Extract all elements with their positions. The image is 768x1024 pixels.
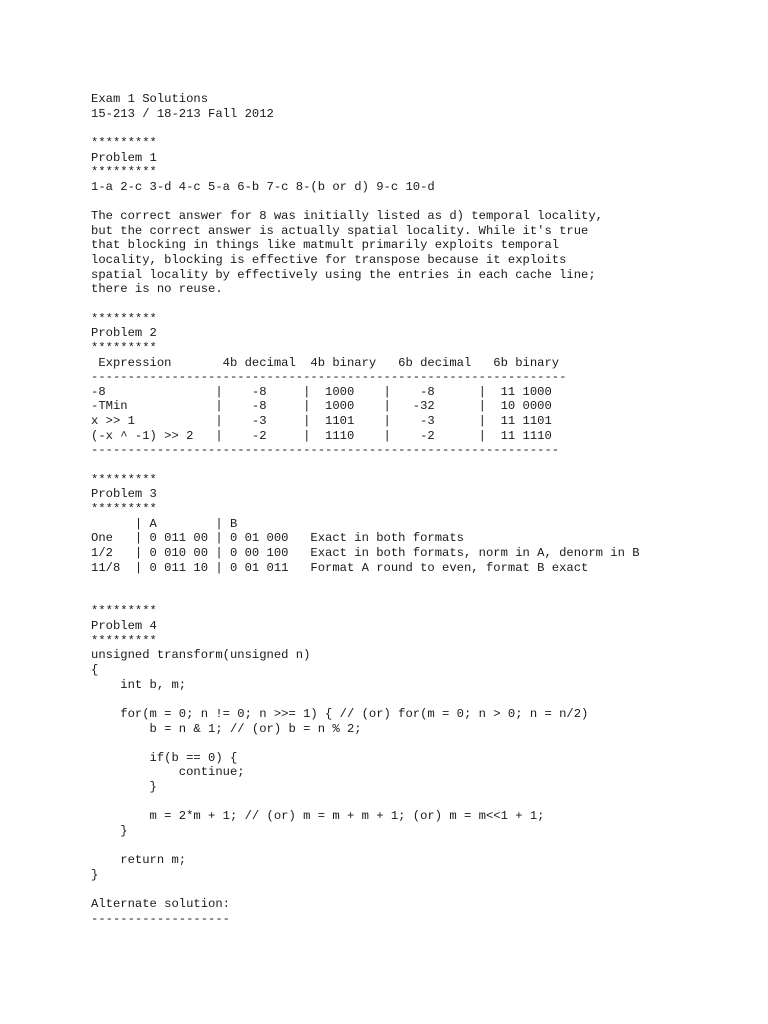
- document-line: [91, 590, 761, 605]
- document-line: }: [91, 780, 157, 795]
- document-line: -TMin | -8 | 1000 | -32 | 10 0000: [91, 399, 552, 414]
- document-line: [91, 194, 761, 209]
- document-line: -8 | -8 | 1000 | -8 | 11 1000: [91, 384, 552, 399]
- document-line: One | 0 011 00 | 0 01 000 Exact in both formats: [91, 531, 464, 546]
- document-line: *********: [91, 311, 157, 326]
- document-line: [91, 883, 761, 898]
- document-line: *********: [91, 340, 157, 355]
- document-line: continue;: [91, 765, 245, 780]
- document-line: Exam 1 Solutions: [91, 92, 209, 106]
- document-line: [91, 795, 761, 810]
- document-line: [91, 692, 761, 707]
- document-line: {: [91, 662, 99, 677]
- document-line: m = 2*m + 1; // (or) m = m + m + 1; (or) m = m<<1 + 1;: [91, 809, 545, 824]
- document-line: }: [91, 867, 99, 882]
- document-line: [91, 736, 761, 751]
- document-line: 11/8 | 0 011 10 | 0 01 011 Format A round to even, format B exact: [91, 560, 589, 575]
- document-line: b = n & 1; // (or) b = n % 2;: [91, 721, 362, 736]
- document-line: -----------------------------------------------------------------: [91, 370, 567, 385]
- document-line: but the correct answer is actually spatial locality. While it's true: [91, 223, 589, 238]
- document-line: | A | B: [91, 516, 238, 531]
- document-line: for(m = 0; n != 0; n >>= 1) { // (or) for(m = 0; n > 0; n = n/2): [91, 706, 589, 721]
- document-line: [91, 839, 761, 854]
- document-line: Problem 2: [91, 326, 157, 341]
- document-line: *********: [91, 472, 157, 487]
- document-line: Expression 4b decimal 4b binary 6b decimal 6b binary: [91, 355, 560, 370]
- document-body: [91, 92, 761, 927]
- document-line: [91, 297, 761, 312]
- document-line: that blocking in things like matmult primarily exploits temporal: [91, 238, 560, 253]
- document-line: *********: [91, 165, 157, 180]
- document-line: Problem 4: [91, 619, 157, 634]
- document-line: }: [91, 824, 128, 839]
- document-line: int b, m;: [91, 677, 187, 692]
- document-line: -------------------: [91, 911, 230, 926]
- document-line: 15-213 / 18-213 Fall 2012: [91, 106, 274, 121]
- document-line: (-x ^ -1) >> 2 | -2 | 1110 | -2 | 11 1110: [91, 428, 552, 443]
- document-line: [91, 575, 761, 590]
- document-line: The correct answer for 8 was initially listed as d) temporal locality,: [91, 209, 603, 224]
- document-line: *********: [91, 633, 157, 648]
- document-line: ----------------------------------------------------------------: [91, 443, 560, 458]
- document-line: [91, 458, 761, 473]
- document-line: Problem 3: [91, 487, 157, 502]
- document-line: *********: [91, 604, 157, 619]
- document-line: if(b == 0) {: [91, 750, 238, 765]
- document-line: spatial locality by effectively using the entries in each cache line;: [91, 267, 596, 282]
- document-line: 1-a 2-c 3-d 4-c 5-a 6-b 7-c 8-(b or d) 9-c 10-d: [91, 179, 435, 194]
- document-line: Problem 1: [91, 150, 157, 165]
- document-line: locality, blocking is effective for transpose because it exploits: [91, 253, 567, 268]
- document-line: Alternate solution:: [91, 897, 230, 912]
- document-line: *********: [91, 501, 157, 516]
- document-line: [91, 121, 761, 136]
- document-line: unsigned transform(unsigned n): [91, 648, 311, 663]
- document-line: there is no reuse.: [91, 282, 223, 297]
- document-line: 1/2 | 0 010 00 | 0 00 100 Exact in both formats, norm in A, denorm in B: [91, 545, 640, 560]
- document-line: *********: [91, 135, 157, 150]
- document-line: x >> 1 | -3 | 1101 | -3 | 11 1101: [91, 414, 552, 429]
- document-line: return m;: [91, 853, 187, 868]
